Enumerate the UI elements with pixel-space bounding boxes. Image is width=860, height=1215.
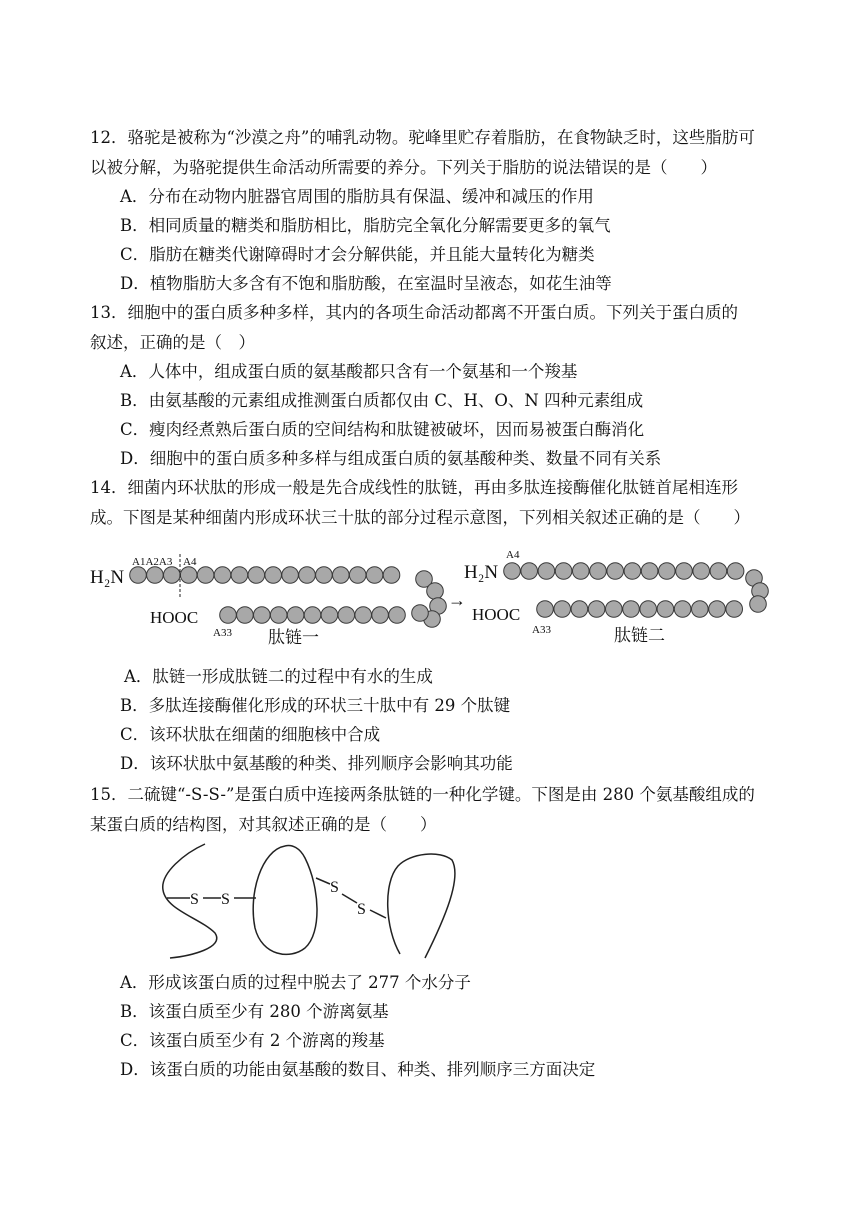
amino-acid-bead [606, 601, 623, 618]
amino-acid-bead [710, 563, 727, 580]
question-13-option-d: D．细胞中的蛋白质多种多样与组成蛋白质的氨基酸种类、数量不同有关系 [120, 449, 662, 468]
sulfur-atom-1: S [190, 891, 199, 908]
amino-acid-bead [692, 601, 709, 618]
label-a33-chain2: A33 [532, 624, 551, 636]
question-13 [90, 298, 780, 357]
amino-acid-bead [349, 567, 366, 584]
amino-acid-bead [623, 601, 640, 618]
amino-acid-bead [590, 563, 607, 580]
question-15-option-a: A．形成该蛋白质的过程中脱去了 277 个水分子 [120, 973, 471, 992]
amino-acid-bead [372, 607, 389, 624]
question-14-stem-line1: 14．细菌内环状肽的形成一般是先合成线性的肽链，再由多肽连接酶催化肽链首尾相连形 [90, 478, 738, 497]
question-15-option-b: B．该蛋白质至少有 280 个游离氨基 [120, 1002, 389, 1021]
amino-acid-bead [237, 607, 254, 624]
amino-acid-bead [537, 601, 554, 618]
amino-acid-bead [321, 607, 338, 624]
question-14-option-a: A．肽链一形成肽链二的过程中有水的生成 [124, 667, 433, 686]
question-13-option-c: C．瘦肉经煮熟后蛋白质的空间结构和肽键被破坏，因而易被蛋白酶消化 [120, 420, 645, 439]
amino-acid-bead [674, 601, 691, 618]
amino-acid-bead [220, 607, 237, 624]
question-14-option-d: D．该环状肽中氨基酸的种类、排列顺序会影响其功能 [120, 754, 513, 773]
question-14 [90, 473, 780, 532]
amino-acid-bead [521, 563, 538, 580]
question-12-option-d: D．植物脂肪大多含有不饱和脂肪酸，在室温时呈液态，如花生油等 [120, 274, 612, 293]
amino-acid-bead [555, 563, 572, 580]
amino-acid-bead [383, 567, 400, 584]
question-12-stem-line1: 12．骆驼是被称为“沙漠之舟”的哺乳动物。驼峰里贮存着脂肪，在食物缺乏时，这些脂肪可 [90, 128, 755, 147]
question-12-option-b: B．相同质量的糖类和脂肪相比，脂肪完全氧化分解需要更多的氧气 [120, 216, 611, 235]
amino-acid-bead [750, 596, 767, 613]
bond-s4-to-loop [370, 910, 386, 918]
bond-s3-s4 [342, 894, 357, 903]
amino-acid-bead [504, 563, 521, 580]
amino-acid-bead [231, 567, 248, 584]
question-14-option-c: C．该环状肽在细菌的细胞核中合成 [120, 725, 381, 744]
label-chain-two: 肽链二 [614, 626, 665, 645]
question-12-option-c: C．脂肪在糖类代谢障碍时才会分解供能，并且能大量转化为糖类 [120, 245, 595, 264]
amino-acid-bead [538, 563, 555, 580]
label-h2n-chain1: H₂N [90, 567, 125, 588]
amino-acid-bead [641, 563, 658, 580]
question-13-stem-line2: 叙述，正确的是（ ） [90, 332, 255, 352]
reaction-arrow: → [448, 590, 466, 610]
amino-acid-bead [197, 567, 214, 584]
label-a4-chain2: A4 [506, 549, 520, 561]
chain-right-loop [388, 854, 455, 958]
amino-acid-bead [554, 601, 571, 618]
sulfur-atom-3: S [330, 879, 339, 896]
amino-acid-bead [676, 563, 693, 580]
amino-acid-bead [657, 601, 674, 618]
amino-acid-bead [412, 605, 429, 622]
amino-acid-bead [427, 583, 444, 600]
question-15 [90, 780, 780, 839]
label-hooc-chain1: HOOC [150, 608, 199, 627]
question-14-stem-line2: 成。下图是某种细菌内形成环状三十肽的部分过程示意图，下列相关叙述正确的是（ ） [90, 507, 750, 527]
label-a33-chain1: A33 [213, 627, 232, 639]
amino-acid-bead [727, 563, 744, 580]
question-12-option-a: A．分布在动物内脏器官周围的脂肪具有保温、缓冲和减压的作用 [120, 187, 594, 206]
amino-acid-bead [333, 567, 350, 584]
question-15-stem-line2: 某蛋白质的结构图，对其叙述正确的是（ ） [90, 814, 437, 834]
question-13-option-b: B．由氨基酸的元素组成推测蛋白质都仅由 C、H、O、N 四种元素组成 [120, 391, 644, 410]
label-a4-chain1: A4 [183, 556, 197, 568]
amino-acid-bead [270, 607, 287, 624]
amino-acid-bead [304, 607, 321, 624]
sulfur-atom-4: S [357, 901, 366, 918]
amino-acid-bead [282, 567, 299, 584]
amino-acid-bead [265, 567, 282, 584]
amino-acid-bead [693, 563, 710, 580]
amino-acid-bead [624, 563, 641, 580]
question-12-stem-line2: 以被分解，为骆驼提供生命活动所需要的养分。下列关于脂肪的说法错误的是（ ） [90, 157, 717, 177]
question-14-option-b: B．多肽连接酶催化形成的环状三十肽中有 29 个肽键 [120, 696, 511, 715]
label-chain-one: 肽链一 [268, 628, 319, 647]
question-13-option-a: A．人体中，组成蛋白质的氨基酸都只含有一个氨基和一个羧基 [120, 362, 578, 381]
amino-acid-bead [588, 601, 605, 618]
amino-acid-bead [287, 607, 304, 624]
amino-acid-bead [573, 563, 590, 580]
label-a1a2a3: A1A2A3 [132, 556, 173, 568]
question-15-option-d: D．该蛋白质的功能由氨基酸的数目、种类、排列顺序三方面决定 [120, 1060, 596, 1079]
amino-acid-bead [253, 607, 270, 624]
question-13-stem-line1: 13．细胞中的蛋白质多种多样，其内的各项生命活动都离不开蛋白质。下列关于蛋白质的 [90, 303, 738, 322]
label-hooc-chain2: HOOC [472, 605, 521, 624]
amino-acid-bead [164, 567, 181, 584]
amino-acid-bead [389, 607, 406, 624]
amino-acid-bead [180, 567, 197, 584]
amino-acid-bead [130, 567, 147, 584]
bond-loop-to-s3 [316, 878, 330, 884]
amino-acid-bead [299, 567, 316, 584]
amino-acid-bead [726, 601, 743, 618]
sulfur-atom-2: S [221, 891, 230, 908]
amino-acid-bead [659, 563, 676, 580]
disulfide-protein-figure [0, 838, 860, 963]
question-15-stem-line1: 15．二硫键“-S-S-”是蛋白质中连接两条肽链的一种化学键。下图是由 280 个氨基酸组成的 [90, 785, 755, 804]
amino-acid-bead [355, 607, 372, 624]
amino-acid-bead [607, 563, 624, 580]
amino-acid-bead [147, 567, 164, 584]
peptide-chain-figure [0, 540, 860, 652]
amino-acid-bead [316, 567, 333, 584]
question-12 [90, 123, 780, 182]
chain-middle-loop [253, 846, 317, 955]
amino-acid-bead [709, 601, 726, 618]
amino-acid-bead [214, 567, 231, 584]
label-h2n-chain2: H₂N [464, 562, 499, 583]
amino-acid-bead [571, 601, 588, 618]
amino-acid-bead [640, 601, 657, 618]
amino-acid-bead [248, 567, 265, 584]
question-15-option-c: C．该蛋白质至少有 2 个游离的羧基 [120, 1031, 385, 1050]
amino-acid-bead [366, 567, 383, 584]
amino-acid-bead [338, 607, 355, 624]
